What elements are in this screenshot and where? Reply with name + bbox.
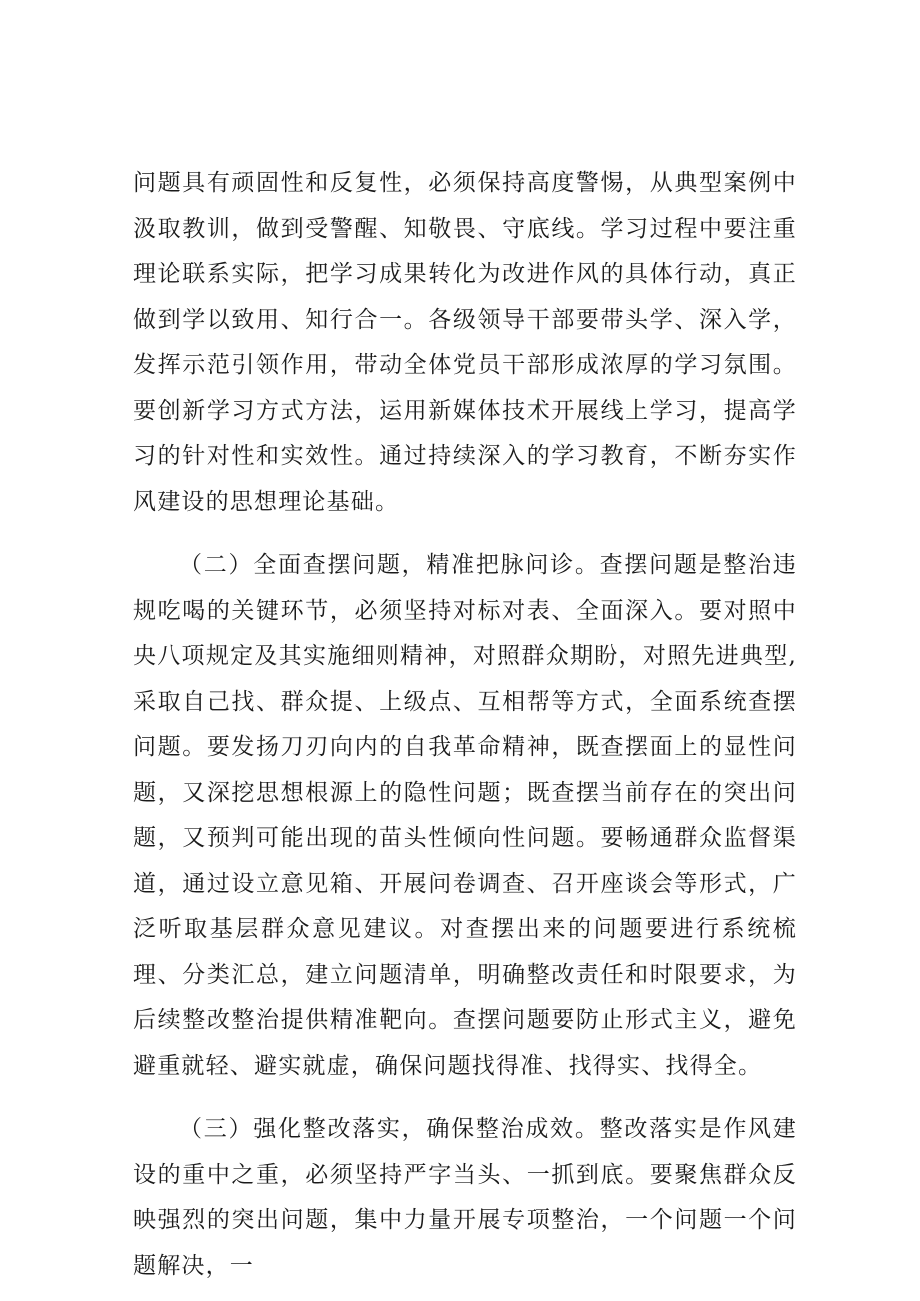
document-body	[133, 161, 797, 1289]
paragraph-continuation: 问题具有顽固性和反复性，必须保持高度警惕，从典型案例中汲取教训，做到受警醒、知敬畏、守底线。学习过程中要注重理论联系实际，把学习成果转化为改进作风的具体行动，真正做到学以致用、知行合一。各级领导干部要带头学、深入学，发挥示范引领作用，带动全体党员干部形成浓厚的学习氛围。要创新学习方式方法，运用新媒体技术开展线上学习，提高学习的针对性和实效性。通过持续深入的学习教育，不断夯实作风建设的思想理论基础。	[133, 170, 797, 515]
paragraph-section-2: （二）全面查摆问题，精准把脉问诊。查摆问题是整治违规吃喝的关键环节，必须坚持对标对表、全面深入。要对照中央八项规定及其实施细则精神，对照群众期盼，对照先进典型,采取自己找、群众提、上级点、互相帮等方式，全面系统查摆问题。要发扬刀刃向内的自我革命精神，既查摆面上的显性问题，又深挖思想根源上的隐性问题；既查摆当前存在的突出问题，又预判可能出现的苗头性倾向性问题。要畅通群众监督渠道，通过设立意见箱、开展问卷调查、召开座谈会等形式，广泛听取基层群众意见建议。对查摆出来的问题要进行系统梳理、分类汇总，建立问题清单，明确整改责任和时限要求，为后续整改整治提供精准靶向。查摆问题要防止形式主义，避免避重就轻、避实就虚，确保问题找得准、找得实、找得全。	[133, 552, 797, 1079]
paragraph-section-3: （三）强化整改落实，确保整治成效。整改落实是作风建设的重中之重，必须坚持严字当头、一抓到底。要聚焦群众反映强烈的突出问题，集中力量开展专项整治，一个问题一个问题解决，一	[133, 1116, 797, 1279]
